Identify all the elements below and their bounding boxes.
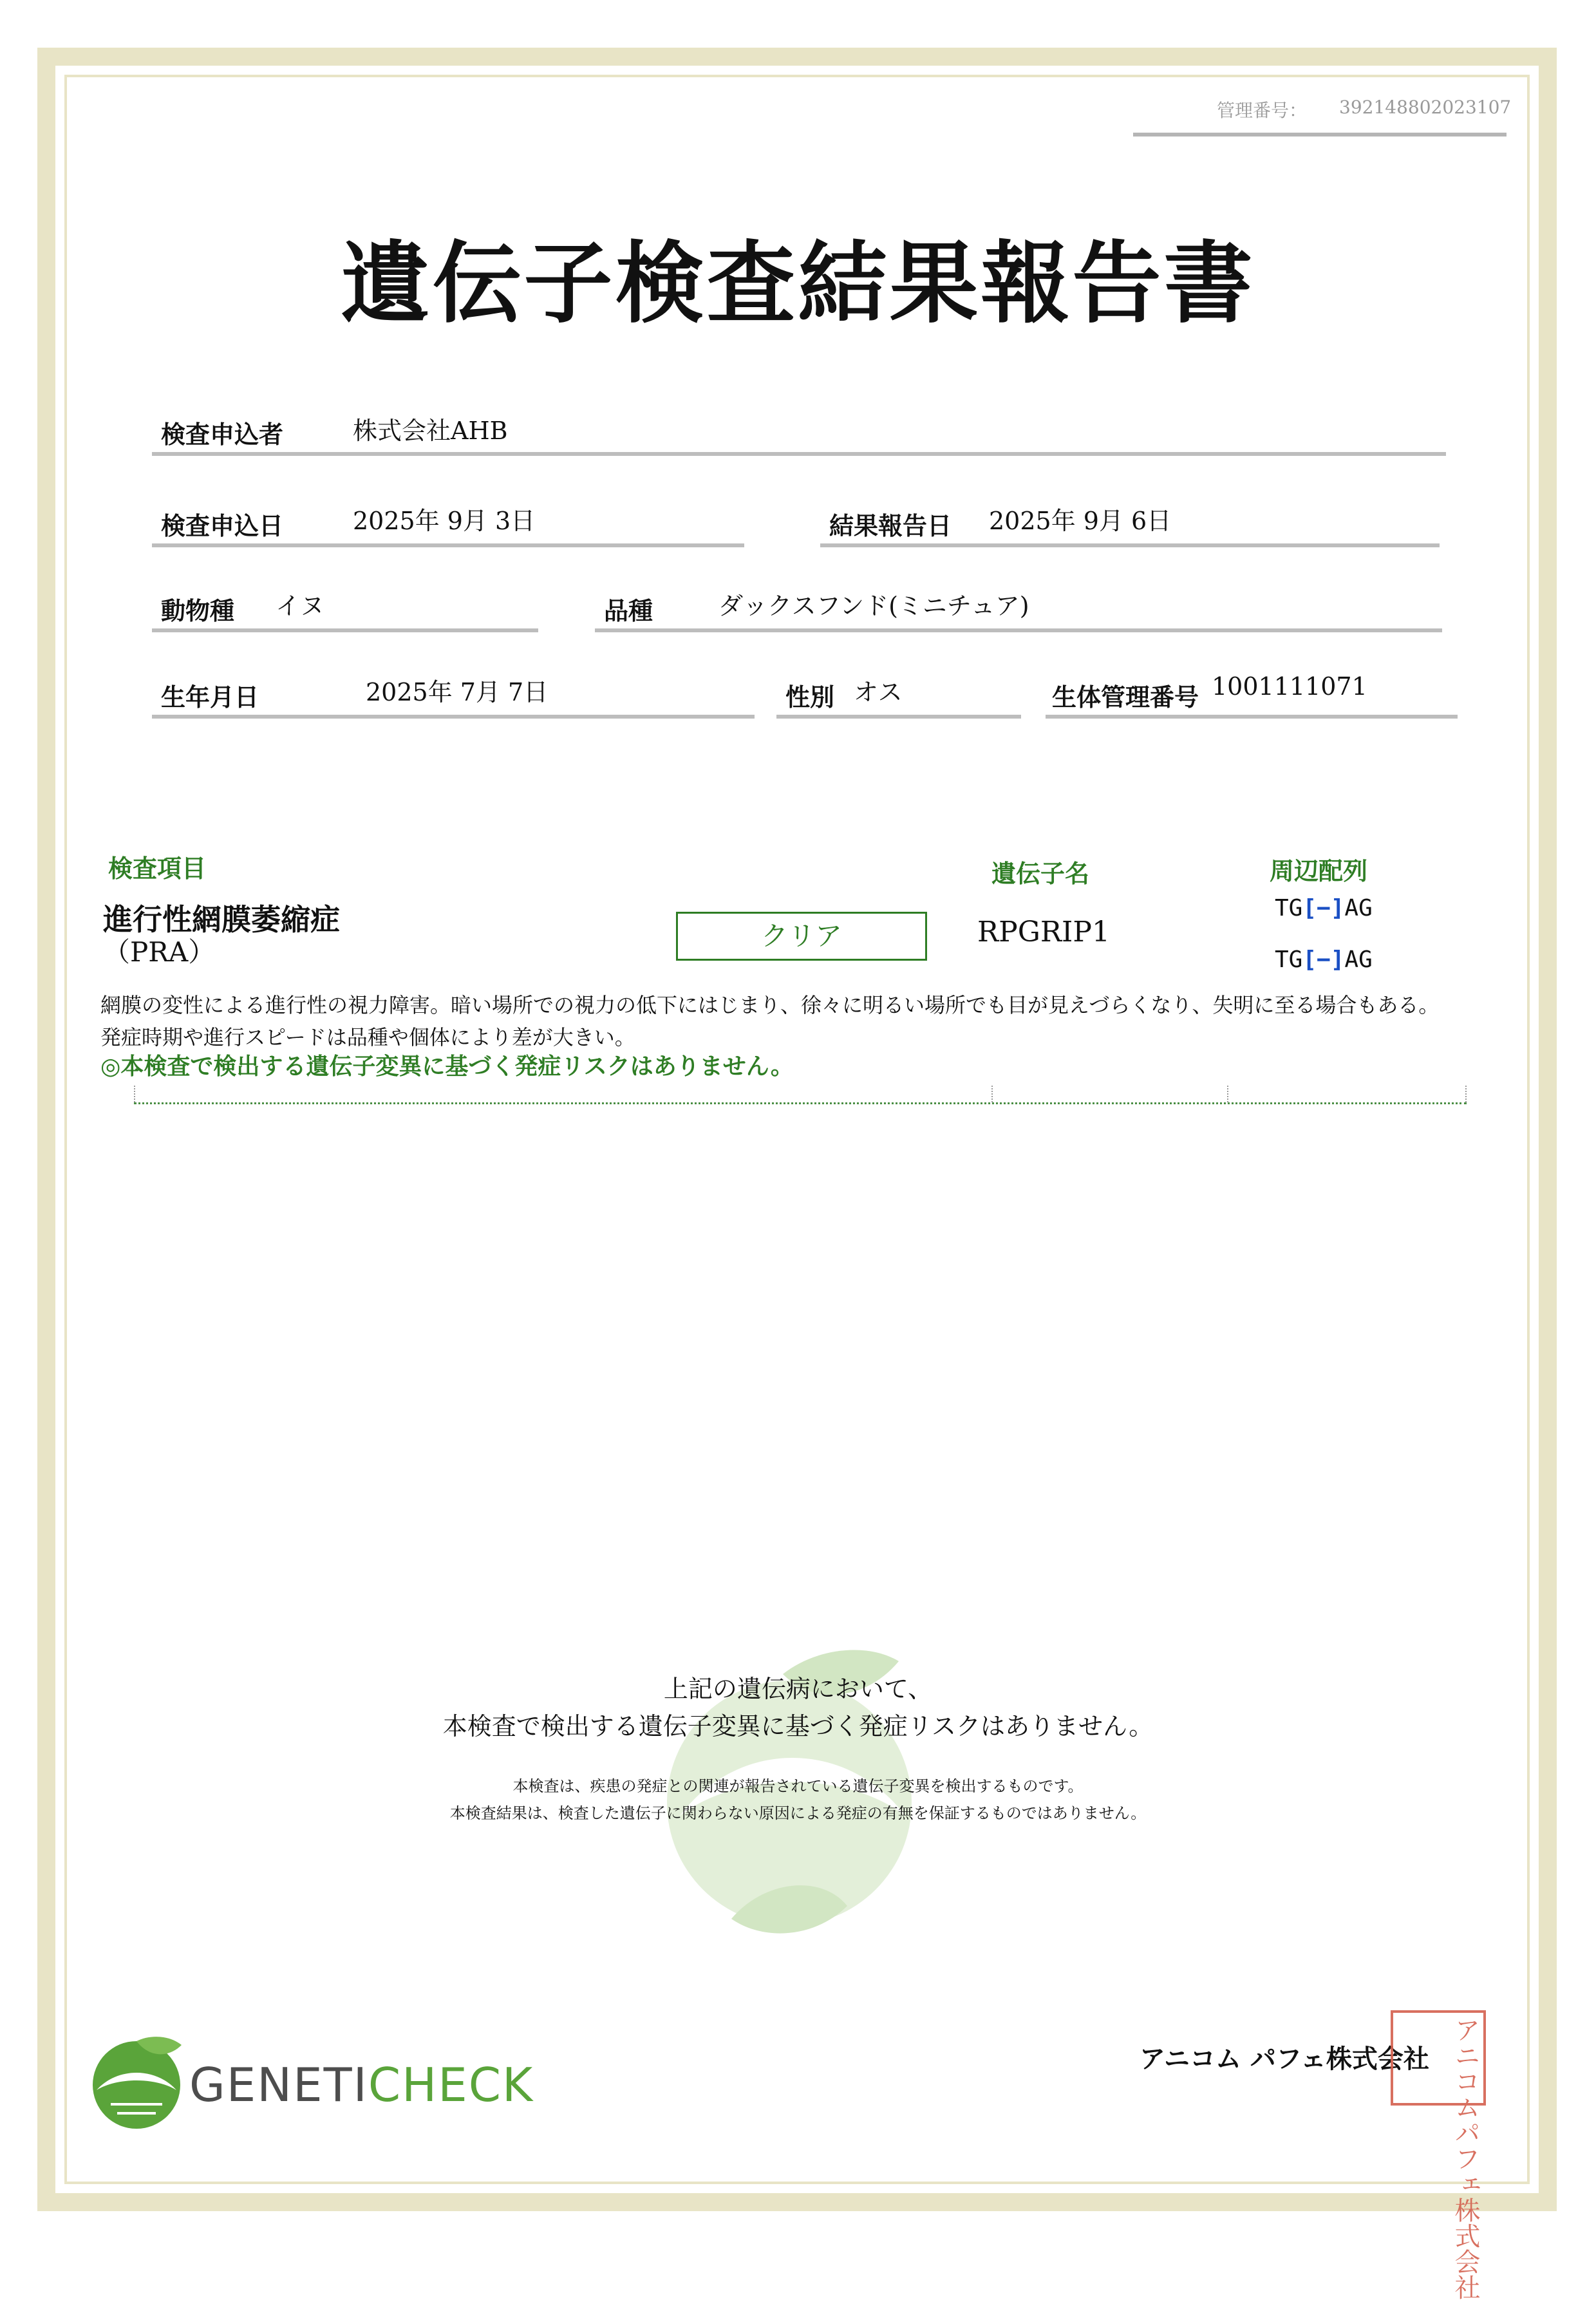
applicant-field — [152, 407, 1446, 456]
sequence-header: 周辺配列 — [1270, 856, 1368, 885]
sex-field — [776, 670, 1021, 719]
birth-date-value: 2025年 7月 7日 — [366, 678, 549, 706]
report-date-label: 結果報告日 — [829, 511, 952, 540]
apply-date-field — [152, 498, 744, 547]
report-date-value: 2025年 9月 6日 — [989, 507, 1172, 535]
sequence-2-mid: [−] — [1302, 947, 1345, 973]
summary-line-2: 本検査で検出する遺伝子変異に基づく発症リスクはありません。 — [442, 1712, 1154, 1740]
control-number-label: 管理番号： — [1217, 100, 1308, 121]
apply-date-label: 検査申込日 — [161, 511, 284, 540]
summary-note-2: 本検査結果は、検査した遺伝子に関わらない原因による発症の有無を保証するものではありません。 — [449, 1804, 1147, 1822]
sequence-2-right: AG — [1344, 947, 1373, 973]
sequence-allele-1 — [1275, 895, 1373, 921]
disease-abbreviation: （PRA） — [103, 936, 216, 968]
sequence-allele-2 — [1275, 947, 1373, 973]
species-label: 動物種 — [161, 596, 235, 625]
sequence-1-right: AG — [1344, 895, 1373, 921]
sex-label: 性別 — [785, 683, 835, 712]
birth-date-label: 生年月日 — [161, 683, 259, 712]
control-number-value: 392148802023107 — [1339, 97, 1512, 118]
disease-name: 進行性網膜萎縮症 — [103, 902, 340, 937]
section-divider — [134, 1102, 1467, 1104]
test-item-header: 検査項目 — [108, 854, 207, 883]
animal-id-label: 生体管理番号 — [1052, 683, 1199, 712]
logo-text-part-1: GENETI — [189, 2058, 368, 2112]
breed-label: 品種 — [604, 596, 653, 625]
divider-tick — [134, 1086, 135, 1102]
issuer-company-name: アニコム パフェ株式会社 — [1140, 2044, 1429, 2074]
disease-description-1: 網膜の変性による進行性の視力障害。暗い場所での視力の低下にはじまり、徐々に明るい場所でも目が見えづらくなり、失明に至る場合もある。 — [100, 993, 1440, 1017]
geneticheck-logo-icon — [91, 2035, 188, 2131]
report-date-field — [820, 498, 1440, 547]
sex-value: オス — [854, 678, 903, 706]
report-title: 遺伝子検査結果報告書 — [341, 231, 1255, 335]
sequence-1-mid: [−] — [1302, 895, 1345, 921]
risk-statement: ◎本検査で検出する遺伝子変異に基づく発症リスクはありません。 — [100, 1053, 794, 1080]
disease-description-2: 発症時期や進行スピードは品種や個体により差が大きい。 — [100, 1025, 635, 1050]
animal-id-field — [1046, 670, 1458, 719]
gene-name-header: 遺伝子名 — [991, 859, 1090, 888]
company-seal-text: アニコムパフェ株式会社 — [1450, 2017, 1480, 2300]
summary-note-1: 本検査は、疾患の発症との関連が報告されている遺伝子変異を検出するものです。 — [512, 1777, 1084, 1795]
breed-field — [595, 583, 1442, 632]
geneticheck-logo-text — [189, 2058, 534, 2112]
logo-text-part-2: CHECK — [368, 2058, 534, 2112]
sequence-2-left: TG — [1275, 947, 1303, 973]
summary-line-1: 上記の遺伝病において、 — [663, 1675, 933, 1703]
applicant-value: 株式会社AHB — [353, 417, 508, 445]
divider-tick — [991, 1086, 993, 1102]
divider-tick — [1227, 1086, 1228, 1102]
breed-value: ダックスフンド(ミニチュア) — [718, 592, 1029, 620]
applicant-label: 検査申込者 — [161, 420, 284, 449]
species-field — [152, 583, 538, 632]
result-status-badge: クリア — [676, 912, 927, 961]
apply-date-value: 2025年 9月 3日 — [353, 507, 536, 535]
control-number — [1133, 94, 1512, 137]
species-value: イヌ — [276, 592, 325, 620]
birth-date-field — [152, 670, 755, 719]
company-seal-stamp — [1391, 2010, 1486, 2300]
gene-name: RPGRIP1 — [977, 916, 1110, 948]
animal-id-value: 1001111071 — [1212, 672, 1367, 701]
divider-tick — [1465, 1086, 1467, 1102]
sequence-1-left: TG — [1275, 895, 1303, 921]
